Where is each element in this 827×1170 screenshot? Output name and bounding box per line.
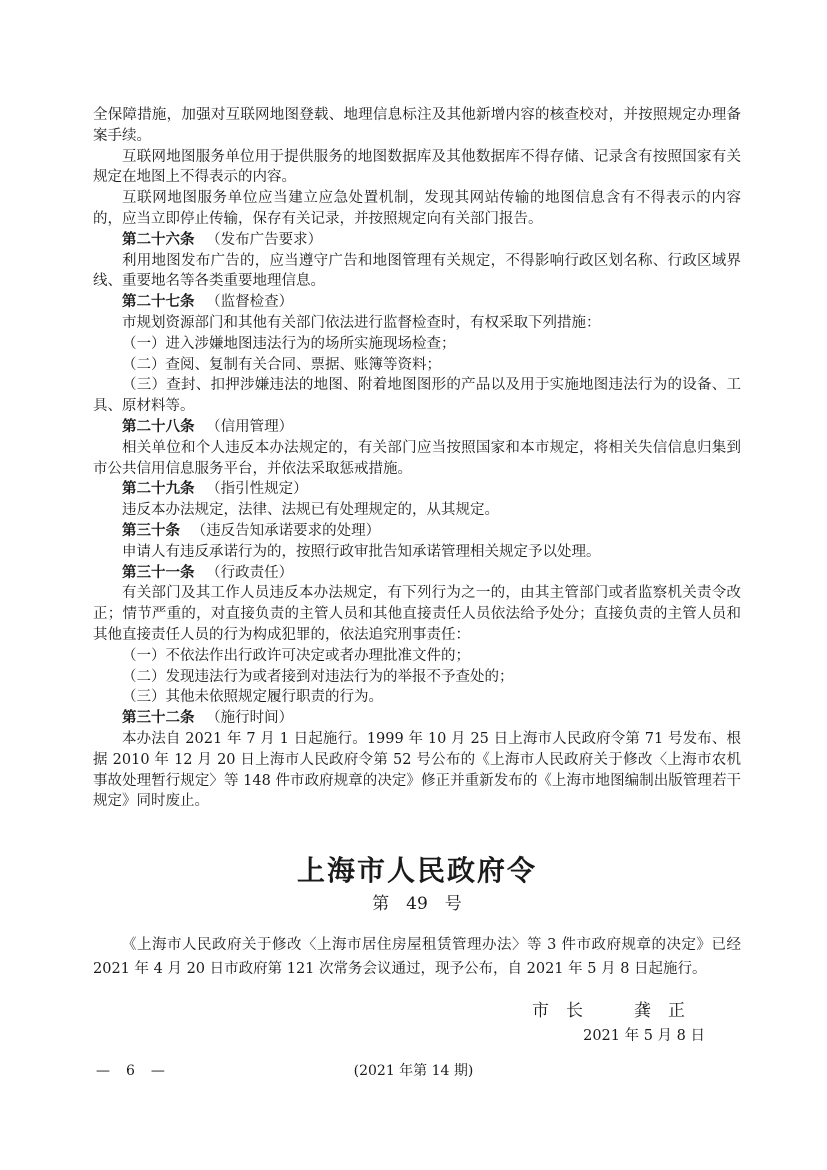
article-title: （信用管理） — [206, 418, 294, 435]
body-paragraph: 市规划资源部门和其他有关部门依法进行监督检查时，有权采取下列措施： — [122, 314, 601, 331]
list-item: （二）发现违法行为或者接到对违法行为的举报不予查处的； — [122, 668, 514, 685]
body-paragraph: 相关单位和个人违反本办法规定的，有关部门应当按照国家和本市规定，将相关失信信息归集到市公共信用信息服务平台，并依法采取惩戒措施。 — [93, 439, 741, 477]
article-title: （指引性规定） — [206, 481, 308, 498]
regulation-body — [93, 105, 741, 1047]
list-item: （一）不依法作出行政许可决定或者办理批准文件的； — [122, 647, 470, 664]
article-number: 第二十九条 — [122, 481, 195, 498]
article-heading — [93, 521, 741, 542]
decree-title: 上海市人民政府令 — [296, 854, 537, 888]
article-heading — [93, 563, 741, 584]
article-title: （行政责任） — [206, 564, 294, 581]
decree-paragraph: 《上海市人民政府关于修改〈上海市居住房屋租赁管理办法〉等 3 件市政府规章的决定》已经 2021 年 4 月 20 日市政府第 121 次常务会议通过，现予公布，自 2021 年 5 月 8 日起施行。 — [93, 937, 741, 978]
article-heading — [93, 292, 741, 313]
article-number: 第三十二条 — [122, 710, 195, 727]
article-number: 第三十一条 — [122, 564, 195, 581]
body-paragraph: 本办法自 2021 年 7 月 1 日起施行。1999 年 10 月 25 日上海市人民政府令第 71 号发布、根据 2010 年 12 月 20 日上海市人民政府令第 52 号公布的《上海市人民政府关于修改〈上海市农机事故处理暂行规定〉等 148 件市政府规章的决定》修正并重新发布的《上海市地图编制出版管理若干规定》同时废止。 — [93, 730, 741, 810]
article-number: 第二十六条 — [122, 231, 195, 248]
issue-label: (2021 年第 14 期) — [353, 1063, 474, 1079]
list-item: （一）进入涉嫌地图违法行为的场所实施现场检查； — [122, 335, 456, 352]
article-number: 第二十八条 — [122, 418, 195, 435]
article-title: （施行时间） — [206, 710, 294, 727]
article-title: （监督检查） — [206, 294, 294, 311]
body-paragraph: 申请人有违反承诺行为的，按照行政审批告知承诺管理相关规定予以处理。 — [122, 543, 601, 560]
signature-date: 2021 年 5 月 8 日 — [583, 1028, 705, 1045]
body-paragraph: 利用地图发布广告的，应当遵守广告和地图管理有关规定，不得影响行政区划名称、行政区域界线、重要地名等各类重要地理信息。 — [93, 252, 741, 290]
list-item: （二）查阅、复制有关合同、票据、账簿等资料； — [122, 356, 441, 373]
body-paragraph: 互联网地图服务单位用于提供服务的地图数据库及其他数据库不得存储、记录含有按照国家有关规定在地图上不得表示的内容。 — [93, 148, 741, 186]
article-number: 第二十七条 — [122, 294, 195, 311]
body-paragraph: 互联网地图服务单位应当建立应急处置机制，发现其网站传输的地图信息含有不得表示的内容的，应当立即停止传输，保存有关记录，并按照规定向有关部门报告。 — [93, 190, 741, 227]
body-paragraph-continuation: 全保障措施，加强对互联网地图登载、地理信息标注及其他新增内容的核查校对，并按照规定办理备案手续。 — [93, 107, 741, 144]
article-number: 第三十条 — [122, 522, 180, 539]
list-item: （三）查封、扣押涉嫌违法的地图、附着地图图形的产品以及用于实施地图违法行为的设备、工具、原材料等。 — [93, 377, 741, 415]
article-heading — [93, 708, 741, 729]
article-title: （发布广告要求） — [206, 231, 323, 248]
article-heading — [93, 479, 741, 500]
signature-line: 市 长 龚 正 — [532, 1001, 685, 1022]
article-heading — [93, 230, 741, 251]
article-title: （违反告知承诺要求的处理） — [191, 522, 381, 539]
decree-number: 第 49 号 — [372, 894, 462, 915]
body-paragraph: 违反本办法规定，法律、法规已有处理规定的，从其规定。 — [122, 502, 499, 519]
body-paragraph: 有关部门及其工作人员违反本办法规定，有下列行为之一的，由其主管部门或者监察机关责令改正；情节严重的，对直接负责的主管人员和其他直接责任人员依法给予处分；直接负责的主管人员和其他直接责任人员的行为构成犯罪的，依法追究刑事责任： — [93, 585, 741, 643]
article-heading — [93, 417, 741, 438]
page-number: — 6 — — [96, 1063, 166, 1079]
list-item: （三）其他未依照规定履行职责的行为。 — [122, 689, 383, 706]
